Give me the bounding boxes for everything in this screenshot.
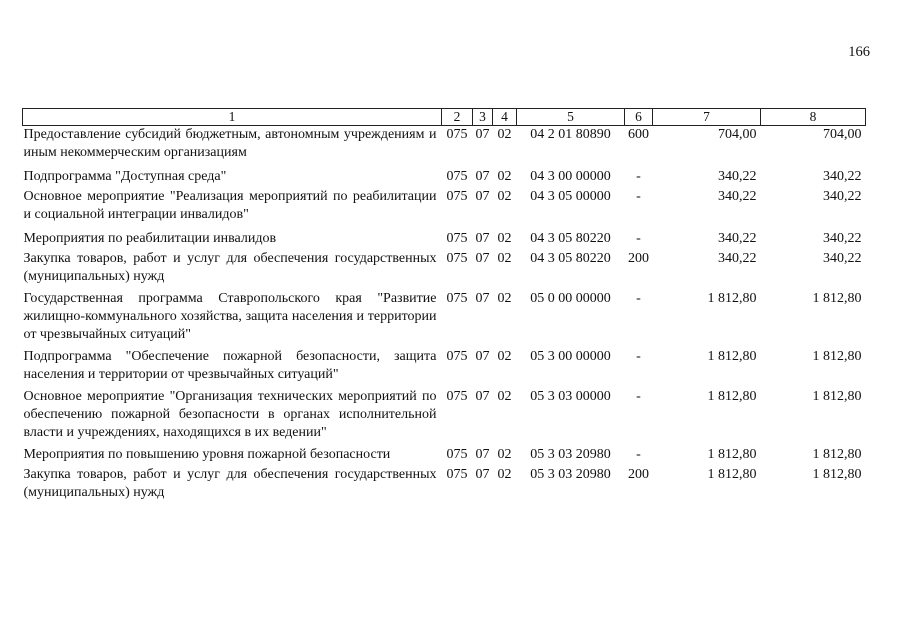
cell-expense-type: - — [636, 189, 641, 204]
cell-admin-code: 075 — [446, 349, 468, 364]
cell-amount-7: 340,22 — [718, 189, 757, 204]
cell-section: 07 — [475, 251, 490, 266]
cell-target-code: 05 3 00 00000 — [530, 349, 611, 364]
table-row — [23, 162, 866, 186]
column-header: 3 — [473, 109, 493, 126]
column-header: 8 — [761, 109, 866, 126]
table-row — [23, 464, 866, 502]
cell-admin-code: 075 — [446, 127, 468, 142]
cell-amount-7: 340,22 — [718, 169, 757, 184]
cell-admin-code: 075 — [446, 467, 468, 482]
cell-admin-code: 075 — [446, 231, 468, 246]
table-row — [23, 442, 866, 464]
table-row — [23, 384, 866, 442]
table-row — [23, 248, 866, 286]
cell-amount-8: 1 812,80 — [812, 389, 862, 404]
table-header-row — [23, 109, 866, 126]
cell-amount-8: 704,00 — [823, 127, 862, 142]
cell-expense-type: 200 — [628, 251, 649, 266]
cell-subsection: 02 — [497, 189, 512, 204]
table-row — [23, 186, 866, 224]
column-header: 6 — [625, 109, 653, 126]
page-number: 166 — [848, 44, 870, 60]
cell-amount-7: 340,22 — [718, 251, 757, 266]
column-header: 7 — [653, 109, 761, 126]
cell-amount-8: 340,22 — [823, 189, 862, 204]
cell-section: 07 — [475, 447, 490, 462]
cell-target-code: 05 3 03 20980 — [530, 447, 611, 462]
cell-subsection: 02 — [497, 349, 512, 364]
cell-amount-8: 1 812,80 — [812, 467, 862, 482]
cell-expense-type: - — [636, 231, 641, 246]
column-header: 5 — [517, 109, 625, 126]
cell-section: 07 — [475, 169, 490, 184]
table-row — [23, 286, 866, 344]
cell-admin-code: 075 — [446, 169, 468, 184]
cell-admin-code: 075 — [446, 447, 468, 462]
cell-section: 07 — [475, 189, 490, 204]
row-name: Закупка товаров, работ и услуг для обеспечения государственных (муниципальных) нужд — [23, 251, 437, 284]
cell-admin-code: 075 — [446, 189, 468, 204]
cell-admin-code: 075 — [446, 251, 468, 266]
cell-amount-7: 340,22 — [718, 231, 757, 246]
cell-subsection: 02 — [497, 389, 512, 404]
cell-expense-type: - — [636, 291, 641, 306]
column-header: 1 — [23, 109, 442, 126]
cell-subsection: 02 — [497, 467, 512, 482]
cell-admin-code: 075 — [446, 389, 468, 404]
table-row — [23, 126, 866, 163]
cell-section: 07 — [475, 127, 490, 142]
cell-amount-7: 1 812,80 — [707, 447, 757, 462]
cell-amount-8: 340,22 — [823, 169, 862, 184]
cell-section: 07 — [475, 231, 490, 246]
cell-target-code: 04 3 05 80220 — [530, 231, 611, 246]
cell-section: 07 — [475, 349, 490, 364]
cell-amount-8: 1 812,80 — [812, 447, 862, 462]
cell-target-code: 04 3 05 00000 — [530, 189, 611, 204]
cell-expense-type: - — [636, 349, 641, 364]
cell-expense-type: - — [636, 389, 641, 404]
cell-target-code: 04 2 01 80890 — [530, 127, 611, 142]
row-name: Мероприятия по повышению уровня пожарной безопасности — [23, 447, 391, 462]
cell-expense-type: 200 — [628, 467, 649, 482]
cell-section: 07 — [475, 389, 490, 404]
cell-subsection: 02 — [497, 447, 512, 462]
cell-subsection: 02 — [497, 231, 512, 246]
row-name: Подпрограмма "Обеспечение пожарной безопасности, защита населения и территории от чрезвычайных ситуаций" — [23, 349, 437, 382]
cell-subsection: 02 — [497, 127, 512, 142]
cell-expense-type: 600 — [628, 127, 649, 142]
row-name: Государственная программа Ставропольского края "Развитие жилищно-коммунального хозяйства, защита населения и территории от чрезвычайных ситуаций" — [23, 291, 437, 342]
row-name: Подпрограмма "Доступная среда" — [23, 169, 227, 184]
cell-section: 07 — [475, 467, 490, 482]
cell-subsection: 02 — [497, 169, 512, 184]
cell-expense-type: - — [636, 169, 641, 184]
column-header: 4 — [493, 109, 517, 126]
cell-target-code: 05 3 03 20980 — [530, 467, 611, 482]
cell-amount-8: 1 812,80 — [812, 291, 862, 306]
cell-target-code: 04 3 05 80220 — [530, 251, 611, 266]
row-name: Основное мероприятие "Реализация мероприятий по реабилитации и социальной интеграции инвалидов" — [23, 189, 437, 222]
cell-section: 07 — [475, 291, 490, 306]
cell-target-code: 05 3 03 00000 — [530, 389, 611, 404]
budget-table — [22, 108, 866, 502]
row-name: Мероприятия по реабилитации инвалидов — [23, 231, 277, 246]
row-name: Предоставление субсидий бюджетным, автономным учреждениям и иным некоммерческим организациям — [23, 127, 437, 160]
cell-amount-7: 1 812,80 — [707, 467, 757, 482]
cell-amount-8: 340,22 — [823, 251, 862, 266]
row-name: Основное мероприятие "Организация технических мероприятий по обеспечению пожарной безопасности в органах исполнительной власти и учреждениях, находящихся в их ведении" — [23, 389, 437, 440]
row-name: Закупка товаров, работ и услуг для обеспечения государственных (муниципальных) нужд — [23, 467, 437, 500]
cell-amount-7: 1 812,80 — [707, 349, 757, 364]
cell-amount-8: 1 812,80 — [812, 349, 862, 364]
cell-amount-7: 1 812,80 — [707, 389, 757, 404]
cell-expense-type: - — [636, 447, 641, 462]
table-row — [23, 344, 866, 384]
cell-subsection: 02 — [497, 291, 512, 306]
cell-target-code: 04 3 00 00000 — [530, 169, 611, 184]
cell-target-code: 05 0 00 00000 — [530, 291, 611, 306]
cell-admin-code: 075 — [446, 291, 468, 306]
table-row — [23, 224, 866, 248]
cell-amount-7: 704,00 — [718, 127, 757, 142]
cell-amount-7: 1 812,80 — [707, 291, 757, 306]
cell-subsection: 02 — [497, 251, 512, 266]
cell-amount-8: 340,22 — [823, 231, 862, 246]
column-header: 2 — [442, 109, 473, 126]
